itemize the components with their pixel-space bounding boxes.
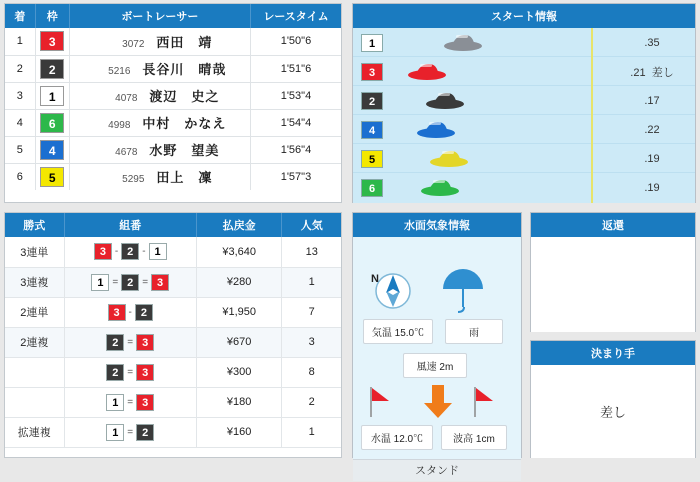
combo-number: 2 [106, 364, 124, 381]
table-row [5, 55, 341, 82]
stand-label: スタンド [353, 459, 521, 481]
cell-combination [64, 387, 196, 417]
frame-badge: 1 [361, 34, 383, 52]
table-row [5, 136, 341, 163]
cell-rank: 3 [5, 82, 35, 109]
frame-badge: 5 [40, 167, 64, 187]
start-info-row [353, 173, 695, 202]
cell-combination [64, 357, 196, 387]
combo-number: 2 [121, 274, 139, 291]
cell-combination [64, 417, 196, 447]
wind-flag-right-icon [471, 387, 497, 417]
racer-registration-number: 5216 [108, 66, 131, 77]
cell-payout: ¥670 [196, 327, 282, 357]
cell-bettype: 3連複 [5, 267, 64, 297]
cell-rank: 2 [5, 55, 35, 82]
header-frame: 枠 [35, 4, 69, 28]
cell-racer [69, 136, 250, 163]
table-row [5, 28, 341, 55]
combo-separator: - [114, 246, 119, 258]
payout-table [4, 212, 342, 458]
cell-payout: ¥280 [196, 267, 282, 297]
wind-speed-value: 風速 2m [403, 353, 467, 378]
decision-value: 差し [531, 365, 695, 458]
start-timing-value: .22 [644, 123, 660, 136]
header-racer: ボートレーサー [69, 4, 250, 28]
start-info-row [353, 144, 695, 173]
racer-name[interactable]: 長谷川 晴哉 [142, 62, 227, 77]
weather-title: 水面気象情報 [353, 213, 521, 237]
cell-racetime: 1'54"4 [250, 109, 341, 136]
frame-badge: 3 [361, 63, 383, 81]
start-timing-value: .19 [644, 152, 660, 165]
table-row [5, 82, 341, 109]
weather-condition-value: 雨 [445, 319, 503, 344]
cell-popularity: 13 [282, 237, 341, 267]
cell-racer [69, 82, 250, 109]
result-table-header-row [5, 4, 341, 28]
start-timing-value: .17 [644, 94, 660, 107]
combo-separator: = [127, 366, 134, 378]
combo-number: 1 [106, 424, 124, 441]
combo-number: 3 [108, 304, 126, 321]
combo-number: 3 [136, 394, 154, 411]
frame-badge: 6 [40, 113, 64, 133]
cell-bettype: 拡連複 [5, 417, 64, 447]
boat-lane [383, 57, 609, 86]
start-info-row [353, 28, 695, 57]
cell-bettype: 3連単 [5, 237, 64, 267]
umbrella-icon [437, 263, 489, 315]
cell-racer [69, 109, 250, 136]
combo-separator: - [128, 306, 132, 318]
compass-icon [367, 267, 413, 313]
boat-icon [419, 177, 461, 197]
cell-popularity: 1 [282, 417, 341, 447]
cell-combination [64, 297, 196, 327]
boat-icon [442, 32, 484, 52]
cell-frame [35, 55, 69, 82]
racer-name[interactable]: 中村 かなえ [142, 116, 227, 131]
frame-badge: 1 [40, 86, 64, 106]
cell-payout: ¥180 [196, 387, 282, 417]
combo-separator: = [127, 396, 134, 408]
cell-rank: 5 [5, 136, 35, 163]
racer-name[interactable]: 田上 凜 [156, 170, 213, 186]
cell-racer [69, 55, 250, 82]
combo-separator: = [127, 426, 134, 438]
cell-rank: 1 [5, 28, 35, 55]
frame-badge: 2 [40, 59, 64, 79]
racer-name[interactable]: 水野 望美 [149, 143, 220, 158]
table-row [5, 357, 341, 387]
payout-grid [5, 213, 341, 448]
frame-badge: 5 [361, 150, 383, 168]
cell-rank: 4 [5, 109, 35, 136]
combo-number: 1 [106, 394, 124, 411]
table-row [5, 267, 341, 297]
refund-body [531, 237, 695, 332]
table-row [5, 237, 341, 267]
cell-racetime: 1'50"6 [250, 28, 341, 55]
boat-icon [424, 90, 466, 110]
combo-number: 3 [136, 334, 154, 351]
cell-racetime: 1'53"4 [250, 82, 341, 109]
table-row [5, 163, 341, 190]
cell-bettype [5, 387, 64, 417]
table-row [5, 417, 341, 447]
combo-number: 1 [149, 243, 167, 260]
cell-popularity: 7 [282, 297, 341, 327]
combo-number: 3 [151, 274, 169, 291]
frame-badge: 2 [361, 92, 383, 110]
boat-lane [383, 115, 609, 144]
cell-popularity: 1 [282, 267, 341, 297]
boat-lane [383, 173, 609, 202]
cell-racetime: 1'56"4 [250, 136, 341, 163]
race-result-table [4, 3, 342, 203]
cell-popularity: 3 [282, 327, 341, 357]
racer-registration-number: 4078 [115, 93, 138, 104]
combo-number: 2 [106, 334, 124, 351]
racer-registration-number: 4678 [115, 147, 138, 158]
cell-combination [64, 327, 196, 357]
header-bettype: 勝式 [5, 213, 64, 237]
cell-combination [64, 237, 196, 267]
start-timing-value: .19 [644, 181, 660, 194]
wave-height-value: 波高 1cm [441, 425, 507, 450]
combo-separator: = [127, 336, 134, 348]
start-info-body [353, 28, 695, 203]
result-table-grid [5, 4, 341, 190]
start-info-row [353, 115, 695, 144]
frame-badge: 3 [40, 31, 64, 51]
cell-racetime: 1'51"6 [250, 55, 341, 82]
cell-racer [69, 28, 250, 55]
boat-lane [383, 144, 609, 173]
wind-direction-label: N [371, 273, 379, 285]
combo-number: 2 [135, 304, 153, 321]
cell-frame [35, 28, 69, 55]
start-info-title: スタート情報 [353, 4, 695, 28]
racer-registration-number: 3072 [122, 38, 145, 50]
table-row [5, 387, 341, 417]
table-row [5, 297, 341, 327]
boat-icon [415, 119, 457, 139]
boat-icon [406, 61, 448, 81]
start-note: 差し [645, 66, 674, 79]
cell-popularity: 8 [282, 357, 341, 387]
start-information-panel [352, 3, 696, 203]
header-racetime: レースタイム [250, 4, 341, 28]
combo-number: 3 [136, 364, 154, 381]
start-timing-value: .35 [644, 36, 660, 49]
refund-title: 返還 [531, 213, 695, 237]
header-rank: 着 [5, 4, 35, 28]
refund-panel [530, 212, 696, 332]
cell-bettype [5, 357, 64, 387]
start-info-row [353, 57, 695, 86]
decision-title: 決まり手 [531, 341, 695, 365]
weather-panel [352, 212, 522, 477]
header-combination: 組番 [64, 213, 196, 237]
cell-racetime: 1'57"3 [280, 170, 312, 183]
boat-lane [383, 28, 609, 57]
cell-frame [35, 82, 69, 109]
start-timing-value: .21 差し [630, 66, 674, 79]
cell-racer [69, 163, 250, 190]
header-popularity: 人気 [282, 213, 341, 237]
cell-payout: ¥160 [196, 417, 282, 447]
cell-payout: ¥1,950 [196, 297, 282, 327]
frame-badge: 4 [361, 121, 383, 139]
frame-badge: 4 [40, 140, 64, 160]
combo-number: 2 [136, 424, 154, 441]
cell-payout: ¥3,640 [196, 237, 282, 267]
boat-icon [428, 148, 470, 168]
racer-registration-number: 5295 [122, 174, 145, 186]
combo-separator: = [142, 276, 149, 288]
cell-combination [64, 267, 196, 297]
cell-rank: 6 [5, 163, 35, 190]
combo-separator: = [112, 276, 119, 288]
wind-flag-left-icon [367, 387, 393, 417]
frame-badge: 6 [361, 179, 383, 197]
cell-frame [35, 163, 69, 190]
table-row [5, 327, 341, 357]
start-info-row [353, 86, 695, 115]
water-temperature-value: 水温 12.0℃ [361, 425, 433, 450]
decision-panel [530, 340, 696, 458]
header-payout: 払戻金 [196, 213, 282, 237]
table-row [5, 109, 341, 136]
payout-header-row [5, 213, 341, 237]
cell-popularity: 2 [282, 387, 341, 417]
racer-registration-number: 4998 [108, 120, 131, 131]
air-temperature-value: 気温 15.0℃ [363, 319, 433, 344]
racer-name[interactable]: 渡辺 史之 [149, 89, 220, 104]
combo-number: 1 [91, 274, 109, 291]
racer-name[interactable]: 西田 靖 [156, 34, 213, 50]
cell-frame [35, 109, 69, 136]
cell-bettype: 2連単 [5, 297, 64, 327]
weather-body [353, 237, 521, 459]
cell-bettype: 2連複 [5, 327, 64, 357]
combo-separator: - [142, 246, 146, 258]
boat-lane [383, 86, 609, 115]
cell-frame [35, 136, 69, 163]
combo-number: 3 [94, 243, 112, 260]
cell-payout: ¥300 [196, 357, 282, 387]
wind-arrow-icon [423, 385, 453, 419]
combo-number: 2 [121, 243, 139, 260]
